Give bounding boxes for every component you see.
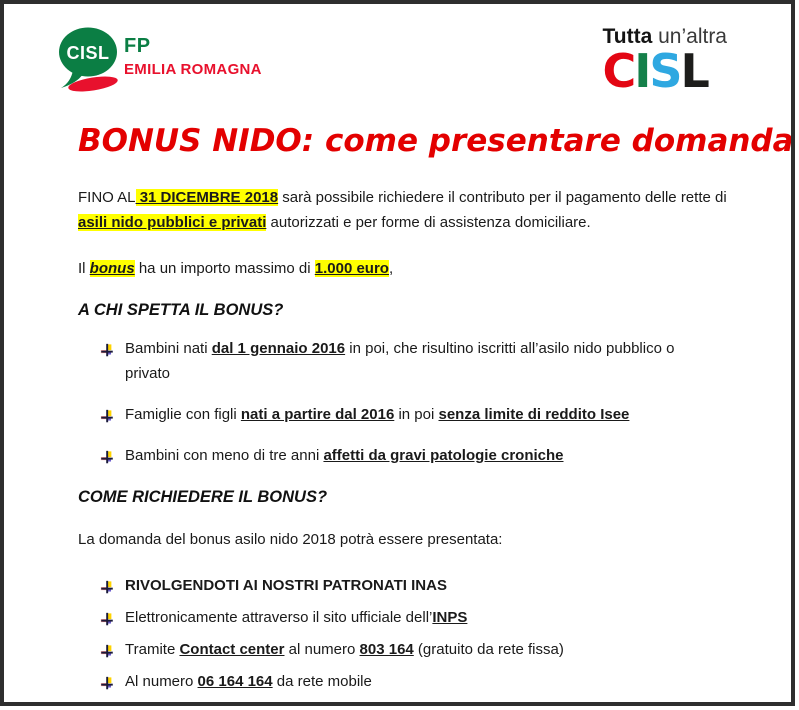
cisl-fp-label: FP [124,35,151,57]
phone-number-text: 06 164 164 [197,673,273,690]
colored-arrow-bullet-icon [100,341,114,356]
phone-number-text: 803 164 [359,641,414,658]
text-run: Bambini nati [125,340,212,357]
cisl-speech-bubble-icon [57,26,121,99]
highlighted-deadline: 31 DICEMBRE 2018 [135,189,279,206]
text-run: Elettronicamente attraverso il sito ufficiale dell’ [125,609,433,626]
letter-s: S [649,44,681,98]
list-item [100,638,733,662]
list-item-text [125,670,372,694]
text-run: privato [125,365,171,382]
text-run: Il [78,260,90,277]
bonus-amount-paragraph [78,256,733,281]
how-list [78,574,733,694]
cisl-bubble-text: CISL [66,43,110,63]
tagline-bold: Tutta [602,25,653,48]
intro-paragraph [78,185,733,235]
inps-text: INPS [432,609,468,626]
text-run: al numero [284,641,360,658]
list-item-text [125,574,447,598]
underlined-phrase: affetti da gravi patologie croniche [323,447,564,464]
letter-i: I [634,44,650,98]
document-body [4,123,794,694]
text-run: autorizzati e per forme di assistenza domiciliare. [266,214,591,231]
list-item [100,574,733,598]
text-run: ha un importo massimo di [134,260,315,277]
text-run: da rete mobile [272,673,372,690]
colored-arrow-bullet-icon [100,448,114,463]
tutta-unaltra-cisl-logo [602,25,727,98]
text-run: in poi [394,406,439,423]
list-item-text [125,443,564,468]
list-item [100,443,733,468]
list-item-text [125,336,674,386]
underlined-phrase: nati a partire dal 2016 [240,406,395,423]
cisl-logo-texts [124,26,262,78]
page-title: BONUS NIDO: come presentare domanda [78,123,794,159]
list-item-text [125,638,564,662]
tagline-rest: un’altra [652,25,727,48]
letter-l: L [680,44,708,98]
colored-arrow-bullet-icon [100,643,114,658]
underlined-phrase: senza limite di reddito Isee [438,406,630,423]
text-run: Tramite [125,641,180,658]
text-run: Bambini con meno di tre anni [125,447,324,464]
text-run: (gratuito da rete fissa) [413,641,564,658]
text-run: sarà possibile richiedere il contributo per il pagamento delle rette di [278,189,727,206]
underlined-date: dal 1 gennaio 2016 [211,340,346,357]
cisl-fp-logo [57,26,262,99]
list-item [100,606,733,630]
highlighted-bonus-word: bonus [89,260,135,277]
cisl-region-label: EMILIA ROMAGNA [124,61,262,78]
how-heading: COME RICHIEDERE IL BONUS? [78,488,328,506]
text-run: in poi, che risultino iscritti all’asilo nido pubblico o [345,340,675,357]
colored-arrow-bullet-icon [100,407,114,422]
text-run: Famiglie con figli [125,406,241,423]
contact-center-text: Contact center [179,641,285,658]
tutta-cisl-wordmark [602,44,727,98]
header [4,4,791,99]
colored-arrow-bullet-icon [100,675,114,690]
text-run: FINO AL [78,189,136,206]
who-list [78,336,733,468]
colored-arrow-bullet-icon [100,611,114,626]
who-heading: A CHI SPETTA IL BONUS? [78,301,284,319]
highlighted-amount: 1.000 euro [314,260,389,277]
list-item-text [125,606,467,630]
patronati-inas-text: RIVOLGENDOTI AI NOSTRI PATRONATI INAS [125,577,447,594]
list-item [100,670,733,694]
text-run: , [388,260,394,277]
how-lead-paragraph: La domanda del bonus asilo nido 2018 potrà essere presentata: [78,531,503,548]
letter-c: C [602,44,635,98]
list-item [100,402,733,427]
list-item-text [125,402,629,427]
colored-arrow-bullet-icon [100,579,114,594]
highlighted-phrase: asili nido pubblici e privati [78,214,267,231]
list-item [100,336,733,386]
text-run: Al numero [125,673,198,690]
page-inner [4,4,794,702]
